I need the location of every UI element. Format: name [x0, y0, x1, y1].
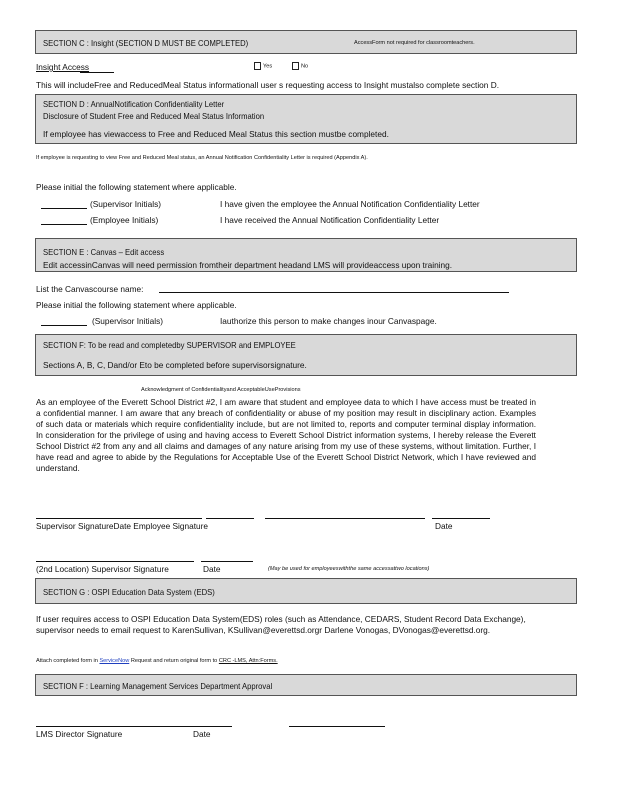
canvas-course-field[interactable] [159, 292, 509, 293]
second-location-date-field[interactable] [201, 561, 253, 562]
section-d-box [35, 94, 577, 144]
appendix-note: If employee is requesting to view Free and Reduced Meal status, an Annual Notification Confidentiality Letter is required (Appendix A). [36, 155, 368, 161]
section-g-body: If user requires access to OSPI Education Data System(EDS) roles (such as Attendance, CEDARS, Student Record Data Exchange), supervisor needs to email request to KarenSullivan, KSullivan@everettsd.orgr Darlene Vonogas, DVonogas@everettsd.org. [36, 614, 526, 635]
supervisor-initials-statement: I have given the employee the Annual Notification Confidentiality Letter [220, 199, 480, 209]
attach-prefix: Attach completed form in [36, 658, 98, 664]
insight-access-label: Insight Access [36, 62, 90, 72]
employee-date-label: Date [435, 521, 453, 531]
attach-mid: Request and return original form to [130, 658, 218, 664]
section-c-title: SECTION C : Insight (SECTION D MUST BE COMPLETED) [43, 38, 249, 48]
attach-instructions [36, 658, 278, 664]
checkbox-icon[interactable] [254, 62, 261, 70]
section-g-title: SECTION G : OSPI Education Data System (EDS) [43, 587, 215, 597]
section-d-title: SECTION D : AnnualNotification Confidentiality Letter [43, 99, 225, 109]
insight-statement: This will includeFree and ReducedMeal Status informationall user s requesting access to Insight mustalso complete section D. [36, 80, 500, 90]
section-f-title: SECTION F: To be read and completedby SUPERVISOR and EMPLOYEE [43, 340, 296, 350]
second-location-signature-label: (2nd Location) Supervisor Signature [36, 564, 169, 574]
section-c-header [35, 30, 577, 54]
employee-initials-field[interactable] [41, 224, 87, 225]
lms-director-signature-field[interactable] [36, 726, 232, 727]
section-e-box [35, 238, 577, 272]
supervisor-initials-label: (Supervisor Initials) [90, 199, 162, 209]
insight-yes-option[interactable]: Yes [254, 62, 272, 70]
canvas-instruction: Please initial the following statement where applicable. [36, 300, 237, 310]
lms-director-label: LMS Director Signature [36, 729, 123, 739]
insight-no-option[interactable]: No [292, 62, 308, 70]
second-location-date-label: Date [203, 564, 221, 574]
section-d-subtitle: Disclosure of Student Free and Reduced Meal Status Information [43, 111, 265, 121]
employee-initials-label: (Employee Initials) [90, 215, 159, 225]
second-location-signature-field[interactable] [36, 561, 194, 562]
section-d-body: If employee has viewaccess to Free and Reduced Meal Status this section mustbe completed. [43, 129, 389, 139]
section-f-approval-box [35, 674, 577, 696]
acknowledgment-text: As an employee of the Everett School District #2, I am aware that student and employee data to which I have access must be treated in a confidential manner. I am aware that any breach of confidentiality or abuse of my position may result in disciplinary action. Examples of such data or materials which require confidentiality include, but are not limited to, reports and computer terminal display information. In consideration for the privilege of using and having access to Everett School District information systems, I hereby release the Everett School District #2 from any and all claims and damages of any nature arising from my use of these systems, without limitation. Further, I have read and agree to abide by the Regulations for Acceptable Use of the Everett School District Network, which I have reviewed and understand. [36, 397, 536, 473]
second-location-note: (May be used for employeeswiththe same accessattwo locations) [268, 566, 430, 572]
signature-row-label: Supervisor SignatureDate Employee Signature [36, 521, 209, 531]
section-e-body: Edit accessinCanvas will need permission fromtheir department headand LMS will provideaccess upon training. [43, 260, 453, 270]
lms-date-field[interactable] [289, 726, 385, 727]
section-f-body: Sections A, B, C, Dand/or Eto be completed before supervisorsignature. [43, 360, 307, 370]
section-g-box [35, 578, 577, 604]
employee-initials-statement: I have received the Annual Notification Confidentiality Letter [220, 215, 440, 225]
insight-access-line [80, 72, 114, 73]
attach-destination: CRC -LMS, Attn:Forms [218, 658, 277, 664]
section-c-note: AccessForm not required for classroomteachers. [354, 40, 475, 46]
section-f-approval-title: SECTION F : Learning Management Services Department Approval [43, 681, 273, 691]
acknowledgment-heading: Acknowledgment of Confidentialityand AcceptableUseProvisions [141, 387, 301, 393]
canvas-initials-label: (Supervisor Initials) [92, 316, 164, 326]
canvas-initials-field[interactable] [41, 325, 87, 326]
checkbox-icon[interactable] [292, 62, 299, 70]
supervisor-initials-field[interactable] [41, 208, 87, 209]
section-f-box [35, 334, 577, 376]
initials-instruction: Please initial the following statement where applicable. [36, 182, 237, 192]
employee-date-field[interactable] [432, 518, 490, 519]
employee-signature-field[interactable] [265, 518, 425, 519]
canvas-course-label: List the Canvascourse name: [36, 284, 144, 294]
supervisor-signature-field[interactable] [36, 518, 202, 519]
section-e-title: SECTION E : Canvas – Edit access [43, 247, 165, 257]
servicenow-link[interactable]: ServiceNow [99, 658, 130, 664]
lms-date-label: Date [193, 729, 211, 739]
canvas-statement: Iauthorize this person to make changes inour Canvaspage. [220, 316, 437, 326]
supervisor-date-field[interactable] [206, 518, 254, 519]
attach-end: . [276, 658, 278, 664]
